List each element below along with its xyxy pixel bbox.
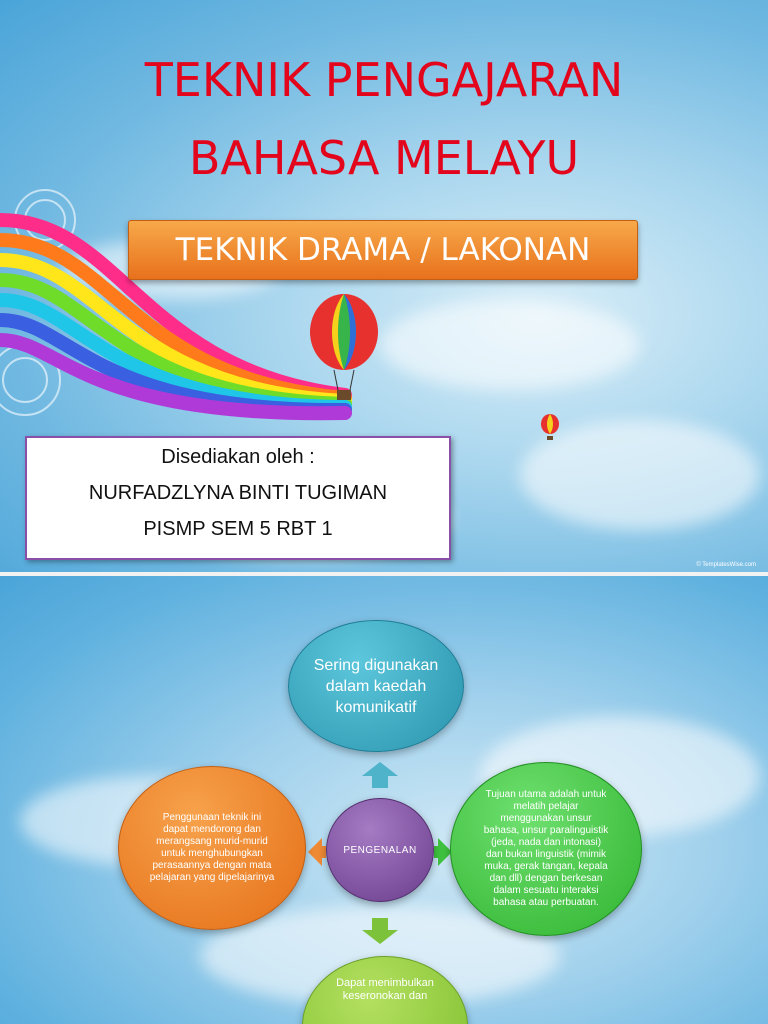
- node-top-text: Sering digunakan dalam kaedah komunikatif: [313, 656, 439, 716]
- node-bottom-text: Dapat menimbulkan keseronokan dan: [336, 977, 434, 1002]
- template-credit: © TemplatesWise.com: [696, 562, 756, 568]
- node-center-text: PENGENALAN: [343, 844, 417, 856]
- node-top: [288, 620, 464, 752]
- author-name: NURFADZLYNA BINTI TUGIMAN: [88, 482, 388, 504]
- author-label: Disediakan oleh :: [161, 446, 315, 468]
- node-right: [450, 762, 642, 936]
- arrow-down-icon: [362, 918, 398, 944]
- title-line-2: BAHASA MELAYU: [188, 131, 580, 185]
- small-balloon-icon: [540, 414, 560, 442]
- hot-air-balloon-icon: [306, 292, 382, 404]
- subtitle-banner: TEKNIK DRAMA / LAKONAN: [128, 220, 638, 280]
- node-left: [118, 766, 306, 930]
- author-program: PISMP SEM 5 RBT 1: [143, 518, 333, 540]
- arrow-left-icon: [308, 838, 326, 866]
- author-box: [25, 436, 451, 560]
- node-left-text: Penggunaan teknik ini dapat mendorong dan merangsang murid-murid untuk menghubungkan perasaannya dengan mata pelajaran yang dipelajarinya: [149, 812, 275, 883]
- title-line-1: TEKNIK PENGAJARAN: [144, 53, 624, 107]
- intro-slide: [0, 576, 768, 1024]
- arrow-up-icon: [362, 762, 398, 788]
- node-right-text: Tujuan utama adalah untuk melatih pelajar menggunakan unsur bahasa, unsur paralinguistik (jeda, nada dan intonasi) dan bukan linguistik (mimik muka, gerak tangan, kepala dan dll) dengan berkesan dalam sesuatu interaksi bahasa atau perbuatan.: [483, 789, 609, 908]
- cloud: [380, 300, 640, 390]
- node-center: [326, 798, 434, 902]
